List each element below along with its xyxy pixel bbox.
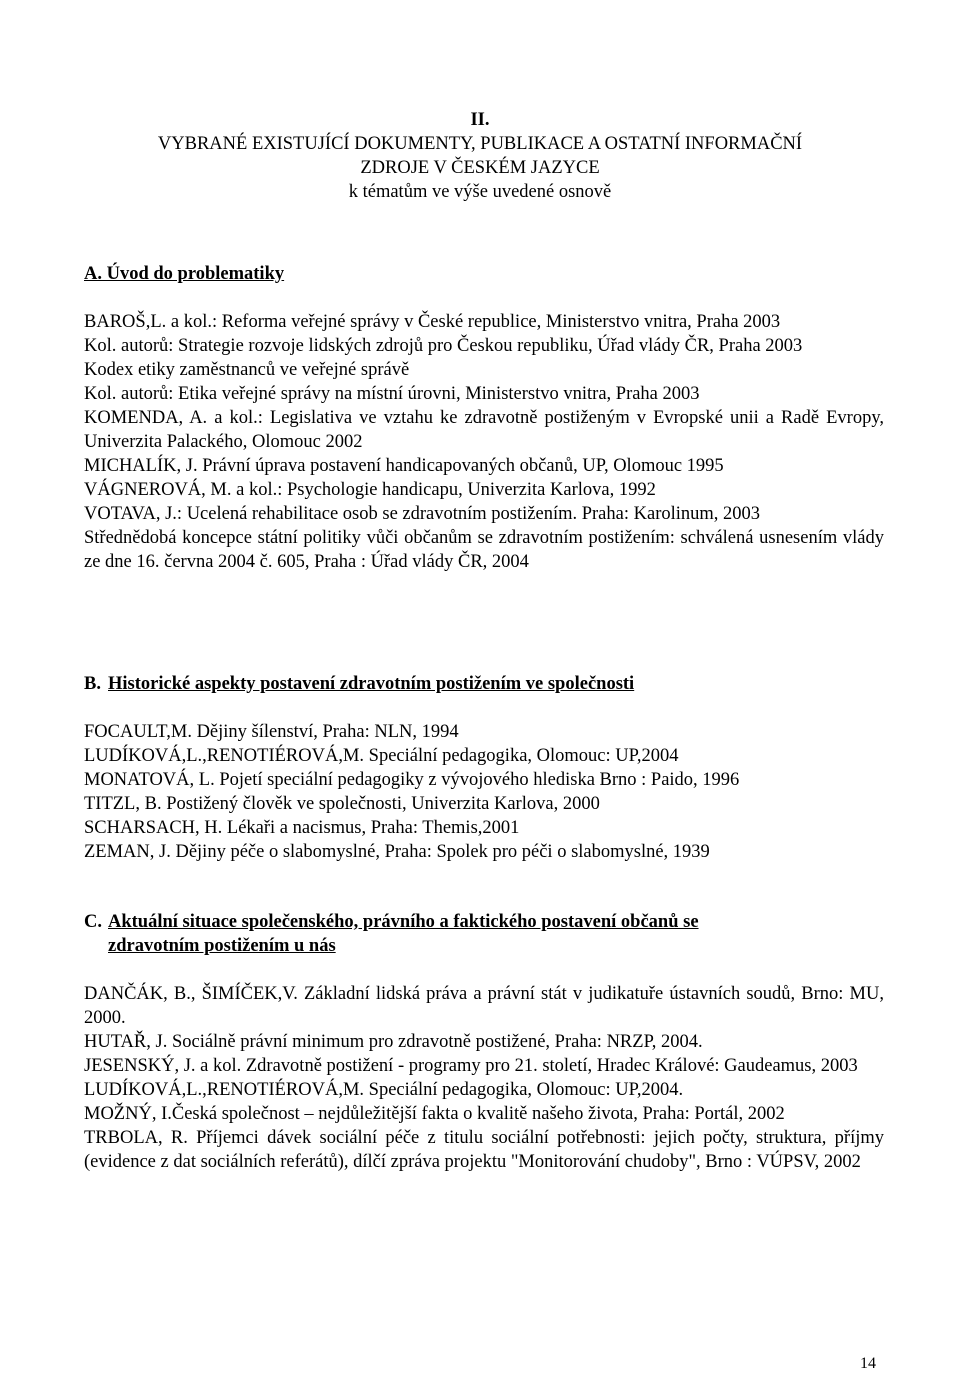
bibliography-entry: FOCAULT,M. Dějiny šílenství, Praha: NLN, 1994 <box>84 722 459 742</box>
bibliography-entry: MICHALÍK, J. Právní úprava postavení handicapovaných občanů, UP, Olomouc 1995 <box>84 456 724 476</box>
bibliography-entry: JESENSKÝ, J. a kol. Zdravotně postižení - programy pro 21. století, Hradec Králové: Gaudeamus, 2003 <box>84 1056 858 1076</box>
bibliography-entry: DANČÁK, B., ŠIMÍČEK,V. Základní lidská práva a právní stát v judikatuře ústavních soudů, Brno: MU, 2000. <box>84 984 884 1028</box>
bibliography-entry: Střednědobá koncepce státní politiky vůči občanům se zdravotním postižením: schválená usnesením vlády ze dne 16. června 2004 č. 605, Praha : Úřad vlády ČR, 2004 <box>84 528 884 572</box>
bibliography-entry: HUTAŘ, J. Sociálně právní minimum pro zdravotně postižené, Praha: NRZP, 2004. <box>84 1032 703 1052</box>
bibliography-entry: Kol. autorů: Strategie rozvoje lidských zdrojů pro Českou republiku, Úřad vlády ČR, Praha 2003 <box>84 336 803 356</box>
title-line-2: ZDROJE V ČESKÉM JAZYCE <box>360 158 600 178</box>
bibliography-entry: LUDÍKOVÁ,L.,RENOTIÉROVÁ,M. Speciální pedagogika, Olomouc: UP,2004 <box>84 746 679 766</box>
bibliography-entry: TRBOLA, R. Příjemci dávek sociální péče z titulu sociální potřebnosti: jejich počty, struktura, příjmy (evidence z dat sociálních referátů), dílčí zpráva projektu "Monitorování chudoby", Brno : VÚPSV, 2002 <box>84 1128 884 1172</box>
title-line-3: k tématům ve výše uvedené osnově <box>348 182 612 202</box>
bibliography-entry: LUDÍKOVÁ,L.,RENOTIÉROVÁ,M. Speciální pedagogika, Olomouc: UP,2004. <box>84 1080 684 1100</box>
bibliography-entry: TITZL, B. Postižený člověk ve společnosti, Univerzita Karlova, 2000 <box>84 794 600 814</box>
section-a <box>84 262 884 574</box>
section-b-heading: B. Historické aspekty postavení zdravotním postižením ve společnosti <box>84 674 635 694</box>
bibliography-entry: KOMENDA, A. a kol.: Legislativa ve vztahu ke zdravotně postiženým v Evropské unii a Radě Evropy, Univerzita Palackého, Olomouc 2002 <box>84 408 884 452</box>
bibliography-entry: VÁGNEROVÁ, M. a kol.: Psychologie handicapu, Univerzita Karlova, 1992 <box>84 480 656 500</box>
title-line-1: VYBRANÉ EXISTUJÍCÍ DOKUMENTY, PUBLIKACE A OSTATNÍ INFORMAČNÍ <box>157 134 803 154</box>
bibliography-entry: VOTAVA, J.: Ucelená rehabilitace osob se zdravotním postižením. Praha: Karolinum, 2003 <box>84 504 761 524</box>
chapter-number: II. <box>470 110 490 130</box>
bibliography-entry: MOŽNÝ, I.Česká společnost – nejdůležitější fakta o kvalitě našeho života, Praha: Portál, 2002 <box>84 1104 785 1124</box>
bibliography-entry: MONATOVÁ, L. Pojetí speciální pedagogiky z vývojového hlediska Brno : Paido, 1996 <box>84 770 740 790</box>
document-title <box>80 108 880 204</box>
section-a-heading: A. Úvod do problematiky <box>84 264 285 284</box>
bibliography-entry: SCHARSACH, H. Lékaři a nacismus, Praha: Themis,2001 <box>84 818 520 838</box>
bibliography-entry: ZEMAN, J. Dějiny péče o slabomyslné, Praha: Spolek pro péči o slabomyslné, 1939 <box>84 842 710 862</box>
page-number: 14 <box>860 1355 876 1372</box>
bibliography-entry: Kol. autorů: Etika veřejné správy na místní úrovni, Ministerstvo vnitra, Praha 2003 <box>84 384 700 404</box>
section-b <box>84 672 884 864</box>
bibliography-entry: Kodex etiky zaměstnanců ve veřejné správě <box>84 360 410 380</box>
section-c-heading: C. Aktuální situace společenského, právního a faktického postavení občanů se zdravotním postižením u nás <box>84 912 699 956</box>
bibliography-entry: BAROŠ,L. a kol.: Reforma veřejné správy v České republice, Ministerstvo vnitra, Praha 2003 <box>84 312 781 332</box>
section-c <box>84 910 884 1174</box>
